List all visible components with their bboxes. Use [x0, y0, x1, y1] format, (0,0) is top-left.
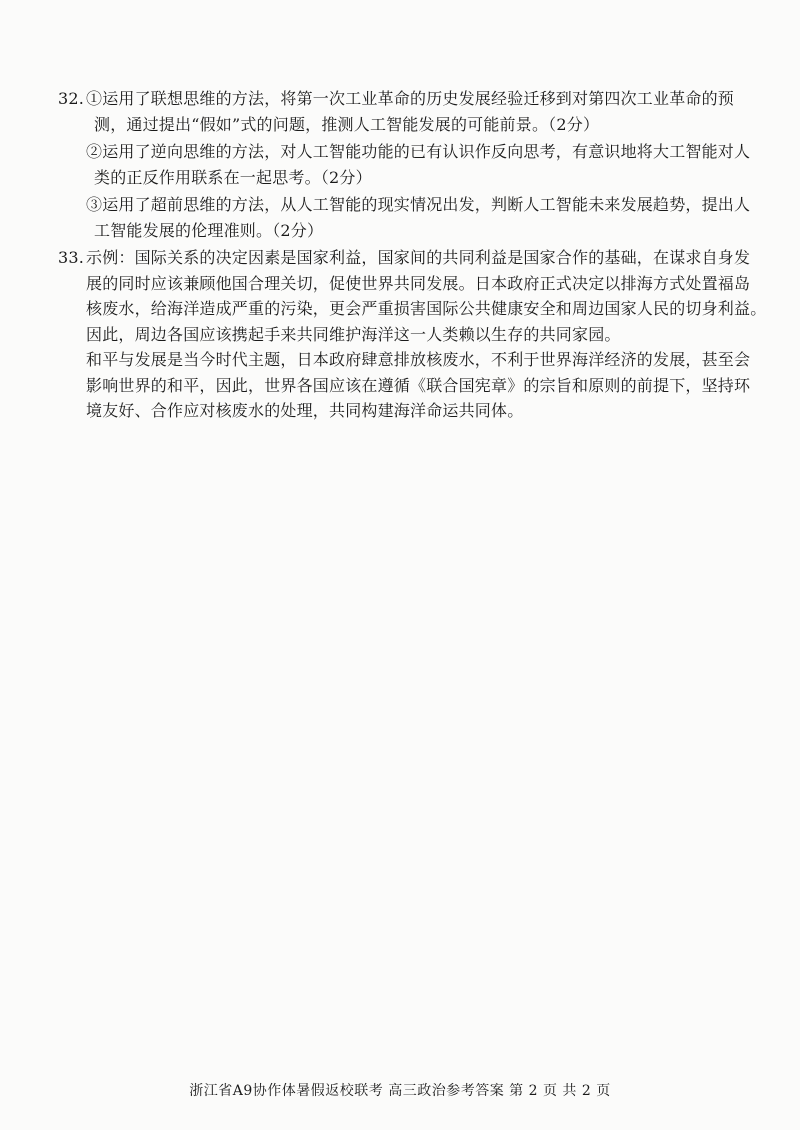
answer-33-line-4: 因此，周边各国应该携起手来共同维护海洋这一人类赖以生存的共同家园。 — [86, 324, 621, 344]
answer-32-line-4: 类的正反作用联系在一起思考。（2分） — [94, 167, 372, 187]
answer-content — [58, 86, 767, 424]
answer-33-line-6: 影响世界的和平，因此，世界各国应该在遵循《联合国宪章》的宗旨和原则的前提下，坚持环 — [86, 375, 751, 395]
question-number-33: 33. — [58, 248, 85, 267]
question-number-32: 32. — [58, 89, 85, 108]
answer-33-line-1: 33. 示例：国际关系的决定因素是国家利益，国家间的共同利益是国家合作的基础，在谋求自身发 — [58, 245, 758, 271]
answer-32-line-3: ②运用了逆向思维的方法，对人工智能功能的已有认识作反向思考，有意识地将大工智能对人 — [86, 142, 751, 161]
answer-32-line-1: 32. ①运用了联想思维的方法，将第一次工业革命的历史发展经验迁移到对第四次工业革命的预 — [58, 86, 758, 112]
answer-33-line-2: 展的同时应该兼顾他国合理关切，促使世界共同发展。日本政府正式决定以排海方式处置福岛 — [86, 273, 751, 293]
answer-33-line-7: 境友好、合作应对核废水的处理，共同构建海洋命运共同体。 — [86, 401, 524, 420]
answer-33-line-5: 和平与发展是当今时代主题，日本政府肆意排放核废水，不利于世界海洋经济的发展，甚至会 — [86, 350, 751, 369]
answer-32-line-6: 工智能发展的伦理准则。（2分） — [94, 220, 324, 240]
answer-32-line-5: ③运用了超前思维的方法，从人工智能的现实情况出发，判断人工智能未来发展趋势，提出人 — [86, 195, 751, 214]
page-footer: 浙江省A9协作体暑假返校联考 高三政治参考答案 第 2 页 共 2 页 — [189, 1083, 611, 1099]
answer-32-line-2: 测，通过提出“假如”式的问题，推测人工智能发展的可能前景。（2分） — [94, 114, 600, 134]
answer-33-line-3: 核废水，给海洋造成严重的污染，更会严重损害国际公共健康安全和周边国家人民的切身利益。 — [86, 299, 767, 318]
